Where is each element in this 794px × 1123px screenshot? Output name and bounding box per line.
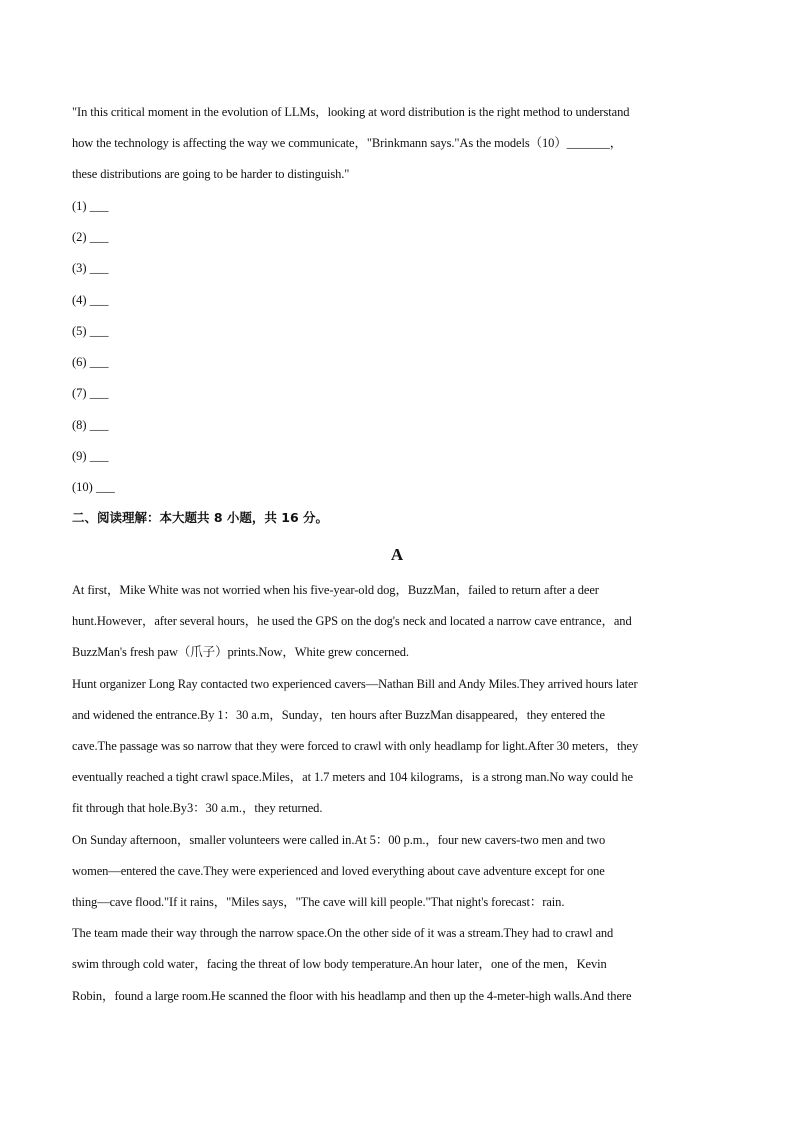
answer-blank-7: (7) ___ — [72, 386, 109, 400]
passage-line-5: and widened the entrance.By 1：30 a.m，Sunday，ten hours after BuzzMan disappeared，they entered the — [72, 708, 605, 722]
passage-line-8: fit through that hole.By3：30 a.m.，they returned. — [72, 801, 323, 815]
passage-line-10: women—entered the cave.They were experienced and loved everything about cave adventure except for one — [72, 864, 605, 878]
section-heading: 二、阅读理解：本大题共 8 小题，共 16 分。 — [72, 510, 329, 525]
passage-line-11: thing—cave flood."If it rains，"Miles says，"The cave will kill people."That night's forecast：rain. — [72, 895, 565, 909]
intro-line-2: how the technology is affecting the way we communicate，"Brinkmann says."As the models（10）_______， — [72, 136, 623, 150]
answer-blank-2: (2) ___ — [72, 230, 109, 244]
answer-blank-10: (10) ___ — [72, 480, 115, 494]
passage-line-6: cave.The passage was so narrow that they were forced to crawl with only headlamp for light.After 30 meters，they — [72, 739, 639, 753]
passage-line-4: Hunt organizer Long Ray contacted two experienced cavers—Nathan Bill and Andy Miles.They arrived hours later — [72, 677, 638, 691]
passage-line-9: On Sunday afternoon，smaller volunteers were called in.At 5：00 p.m.，four new cavers-two men and two — [72, 833, 606, 847]
answer-blank-8: (8) ___ — [72, 418, 109, 432]
answer-blank-9: (9) ___ — [72, 449, 109, 463]
answer-blank-3: (3) ___ — [72, 261, 109, 275]
passage-line-7: eventually reached a tight crawl space.Miles，at 1.7 meters and 104 kilograms，is a strong man.No way could he — [72, 770, 633, 784]
answer-blank-1: (1) ___ — [72, 199, 109, 213]
passage-line-14: Robin，found a large room.He scanned the floor with his headlamp and then up the 4-meter-high walls.And there — [72, 989, 632, 1003]
intro-line-3: these distributions are going to be harder to distinguish." — [72, 167, 350, 181]
answer-blank-5: (5) ___ — [72, 324, 109, 338]
intro-line-1: "In this critical moment in the evolution of LLMs，looking at word distribution is the right method to understand — [72, 105, 630, 119]
answer-blank-6: (6) ___ — [72, 355, 109, 369]
passage-title: A — [390, 545, 404, 564]
passage-line-1: At first，Mike White was not worried when his five-year-old dog，BuzzMan，failed to return after a deer — [72, 583, 599, 597]
passage-line-12: The team made their way through the narrow space.On the other side of it was a stream.They had to crawl and — [72, 926, 614, 940]
answer-blank-4: (4) ___ — [72, 293, 109, 307]
passage-line-13: swim through cold water，facing the threat of low body temperature.An hour later，one of the men，Kevin — [72, 957, 607, 971]
passage-line-3: BuzzMan's fresh paw（爪子）prints.Now，White grew concerned. — [72, 645, 409, 659]
passage-line-2: hunt.However，after several hours，he used the GPS on the dog's neck and located a narrow cave entrance，and — [72, 614, 632, 628]
